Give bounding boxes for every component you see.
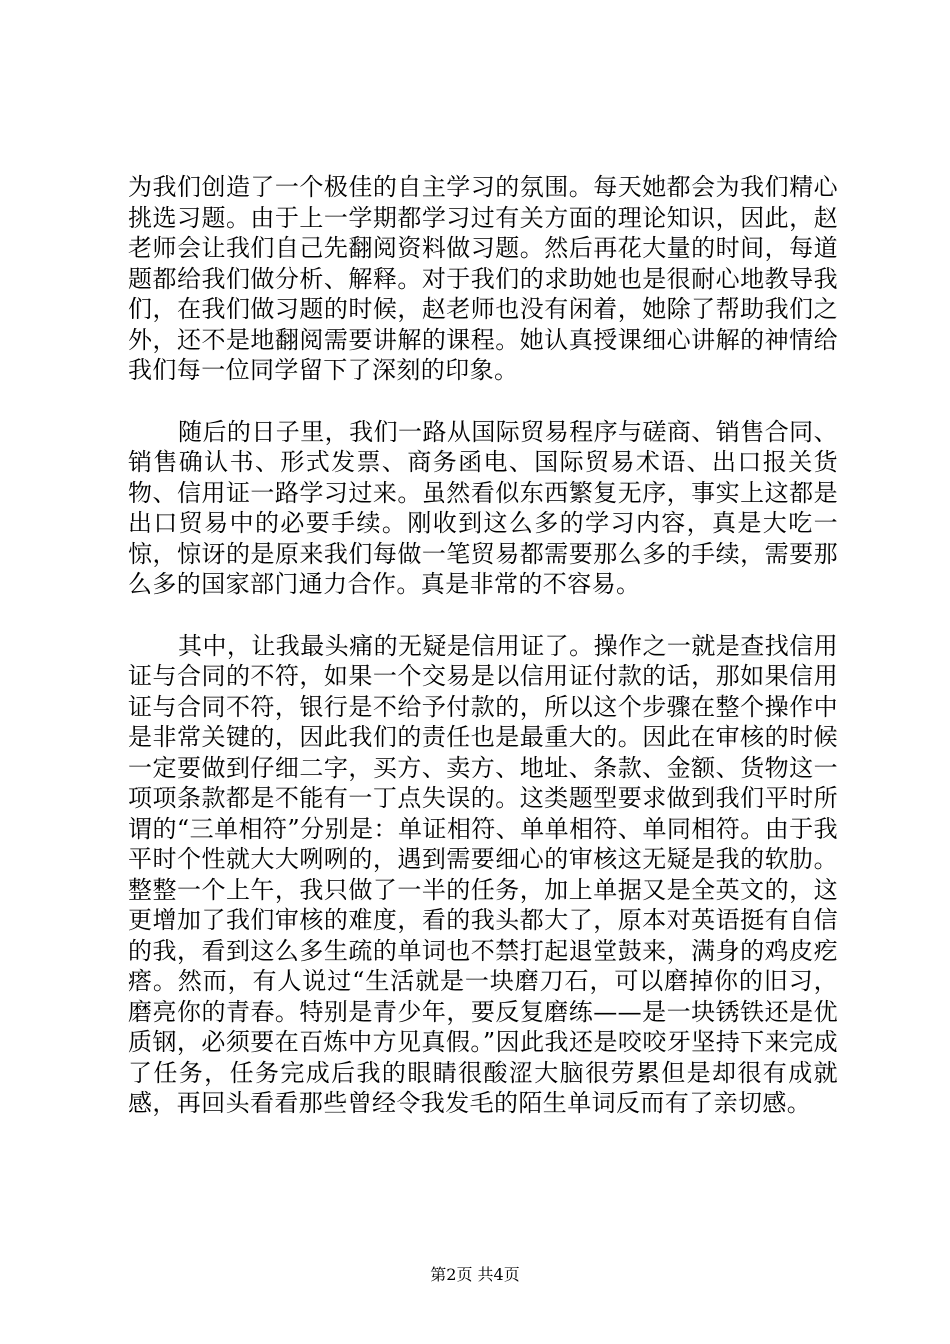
- paragraph-1: 为我们创造了一个极佳的自主学习的氛围。每天她都会为我们精心挑选习题。由于上一学期都学习过有关方面的理论知识，因此，赵老师会让我们自己先翻阅资料做习题。然后再花大量的时间，每道题都给我们做分析、解释。对于我们的求助她也是很耐心地教导我们，在我们做习题的时候，赵老师也没有闲着，她除了帮助我们之外，还不是地翻阅需要讲解的课程。她认真授课细心讲解的神情给我们每一位同学留下了深刻的印象。: [128, 173, 838, 384]
- paragraph-2: 随后的日子里，我们一路从国际贸易程序与磋商、销售合同、销售确认书、形式发票、商务函电、国际贸易术语、出口报关货物、信用证一路学习过来。虽然看似东西繁复无序，事实上这都是出口贸易中的必要手续。刚收到这么多的学习内容，真是大吃一惊，惊讶的是原来我们每做一笔贸易都需要那么多的手续，需要那么多的国家部门通力合作。真是非常的不容易。: [128, 417, 838, 598]
- document-body: [128, 172, 838, 1119]
- paragraph-3: 其中，让我最头痛的无疑是信用证了。操作之一就是查找信用证与合同的不符，如果一个交易是以信用证付款的话，那如果信用证与合同不符，银行是不给予付款的，所以这个步骤在整个操作中是非常关键的，因此我们的责任也是最重大的。因此在审核的时候一定要做到仔细二字，买方、卖方、地址、条款、金额、货物这一项项条款都是不能有一丁点失误的。这类题型要求做到我们平时所谓的“三单相符”分别是：单证相符、单单相符、单同相符。由于我平时个性就大大咧咧的，遇到需要细心的审核这无疑是我的软肋。整整一个上午，我只做了一半的任务，加上单据又是全英文的，这更增加了我们审核的难度，看的我头都大了，原本对英语挺有自信的我，看到这么多生疏的单词也不禁打起退堂鼓来，满身的鸡皮疙瘩。然而，有人说过“生活就是一块磨刀石，可以磨掉你的旧习，磨亮你的青春。特别是青少年，要反复磨练——是一块锈铁还是优质钢，必须要在百炼中方见真假。”因此我还是咬咬牙坚持下来完成了任务，任务完成后我的眼睛很酸涩大脑很劳累但是却很有成就感，再回头看看那些曾经令我发毛的陌生单词反而有了亲切感。: [128, 631, 838, 1117]
- page-footer: 第2页 共4页: [430, 1265, 520, 1284]
